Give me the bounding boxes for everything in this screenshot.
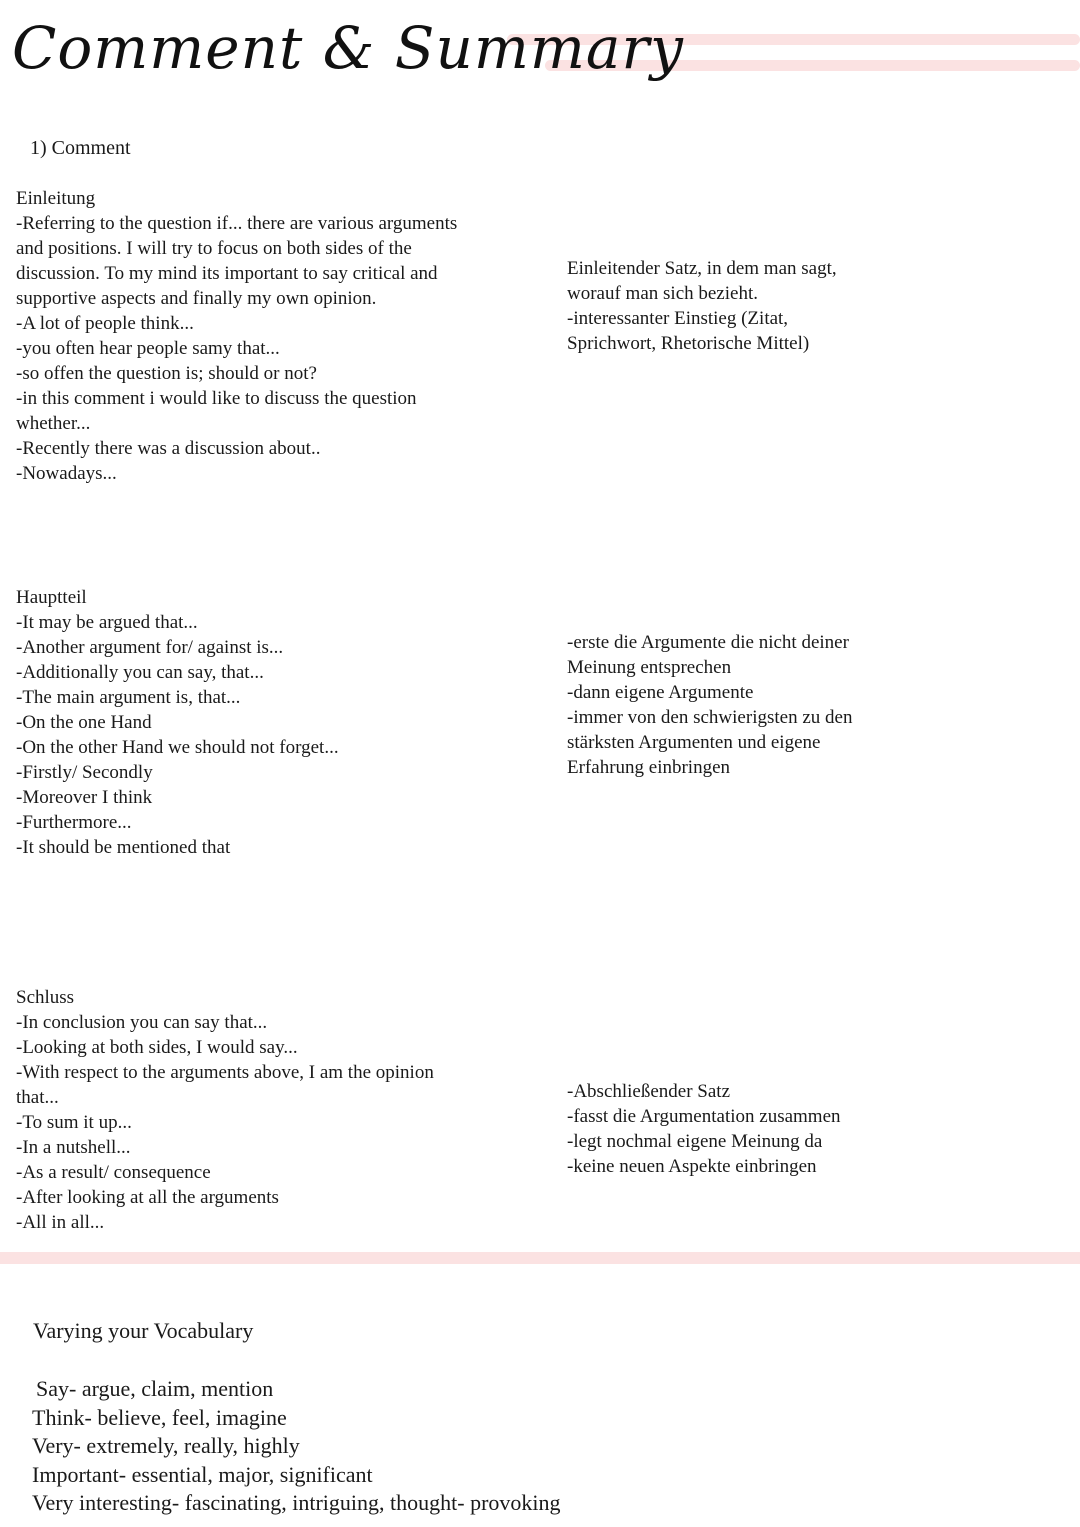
intro-line: -Referring to the question if... there are various arguments <box>16 213 458 234</box>
vocabulary-item: Very- extremely, really, highly <box>32 1433 300 1458</box>
intro-line: -Recently there was a discussion about.. <box>16 438 321 459</box>
conclusion-line: -Looking at both sides, I would say... <box>16 1037 298 1058</box>
main-phrases <box>16 585 516 860</box>
intro-note: Sprichwort, Rhetorische Mittel) <box>567 333 810 354</box>
conclusion-line: -As a result/ consequence <box>16 1162 211 1183</box>
intro-note: -interessanter Einstieg (Zitat, <box>567 308 789 329</box>
main-line: -The main argument is, that... <box>16 687 241 708</box>
main-line: -Furthermore... <box>16 812 132 833</box>
intro-line: -so offen the question is; should or not? <box>16 363 317 384</box>
main-line: -Firstly/ Secondly <box>16 762 153 783</box>
intro-heading: Einleitung <box>16 188 96 209</box>
intro-notes <box>567 256 1067 356</box>
intro-line: supportive aspects and finally my own opinion. <box>16 288 377 309</box>
main-heading: Hauptteil <box>16 587 87 608</box>
main-line: -On the other Hand we should not forget... <box>16 737 339 758</box>
intro-note: worauf man sich bezieht. <box>567 283 758 304</box>
decorative-divider <box>0 1252 1080 1264</box>
main-line: -It may be argued that... <box>16 612 198 633</box>
main-note: stärksten Argumenten und eigene <box>567 732 821 753</box>
intro-line: -in this comment i would like to discuss the question <box>16 388 417 409</box>
conclusion-note: -Abschließender Satz <box>567 1081 731 1102</box>
conclusion-line: -In conclusion you can say that... <box>16 1012 268 1033</box>
main-line: -On the one Hand <box>16 712 152 733</box>
vocabulary-item: Say- argue, claim, mention <box>36 1376 274 1401</box>
intro-line: and positions. I will try to focus on both sides of the <box>16 238 412 259</box>
main-line: -Another argument for/ against is... <box>16 637 284 658</box>
conclusion-line: -After looking at all the arguments <box>16 1187 279 1208</box>
conclusion-line: -With respect to the arguments above, I am the opinion <box>16 1062 434 1083</box>
vocabulary-item: Think- believe, feel, imagine <box>32 1404 287 1430</box>
vocabulary-heading: Varying your Vocabulary <box>33 1318 254 1343</box>
main-note: Erfahrung einbringen <box>567 757 731 778</box>
section-label-comment: 1) Comment <box>30 137 131 159</box>
vocabulary-item: Very interesting- fascinating, intriguing, thought- provoking <box>32 1490 561 1515</box>
intro-phrases <box>16 186 516 486</box>
main-line: -It should be mentioned that <box>16 837 231 858</box>
main-note: -dann eigene Argumente <box>567 682 754 703</box>
conclusion-heading: Schluss <box>16 987 75 1008</box>
vocabulary-list <box>32 1375 561 1518</box>
conclusion-notes <box>567 1079 1067 1179</box>
conclusion-note: -legt nochmal eigene Meinung da <box>567 1131 823 1152</box>
conclusion-note: -fasst die Argumentation zusammen <box>567 1106 841 1127</box>
main-notes <box>567 630 1067 780</box>
intro-line: -A lot of people think... <box>16 313 194 334</box>
conclusion-line: -In a nutshell... <box>16 1137 131 1158</box>
conclusion-line: -To sum it up... <box>16 1112 132 1133</box>
main-line: -Additionally you can say, that... <box>16 662 264 683</box>
main-line: -Moreover I think <box>16 787 153 808</box>
conclusion-note: -keine neuen Aspekte einbringen <box>567 1156 817 1177</box>
vocabulary-item: Important- essential, major, significant <box>32 1461 373 1487</box>
conclusion-line: -All in all... <box>16 1212 105 1233</box>
conclusion-phrases <box>16 985 516 1235</box>
page-title: Comment & Summary <box>12 14 684 82</box>
main-note: -immer von den schwierigsten zu den <box>567 707 853 728</box>
intro-line: -you often hear people samy that... <box>16 338 280 359</box>
main-note: -erste die Argumente die nicht deiner <box>567 632 849 653</box>
intro-line: -Nowadays... <box>16 463 117 484</box>
intro-line: discussion. To my mind its important to say critical and <box>16 263 438 284</box>
conclusion-line: that... <box>16 1087 59 1108</box>
intro-note: Einleitender Satz, in dem man sagt, <box>567 258 837 279</box>
main-note: Meinung entsprechen <box>567 657 732 678</box>
intro-line: whether... <box>16 413 91 434</box>
